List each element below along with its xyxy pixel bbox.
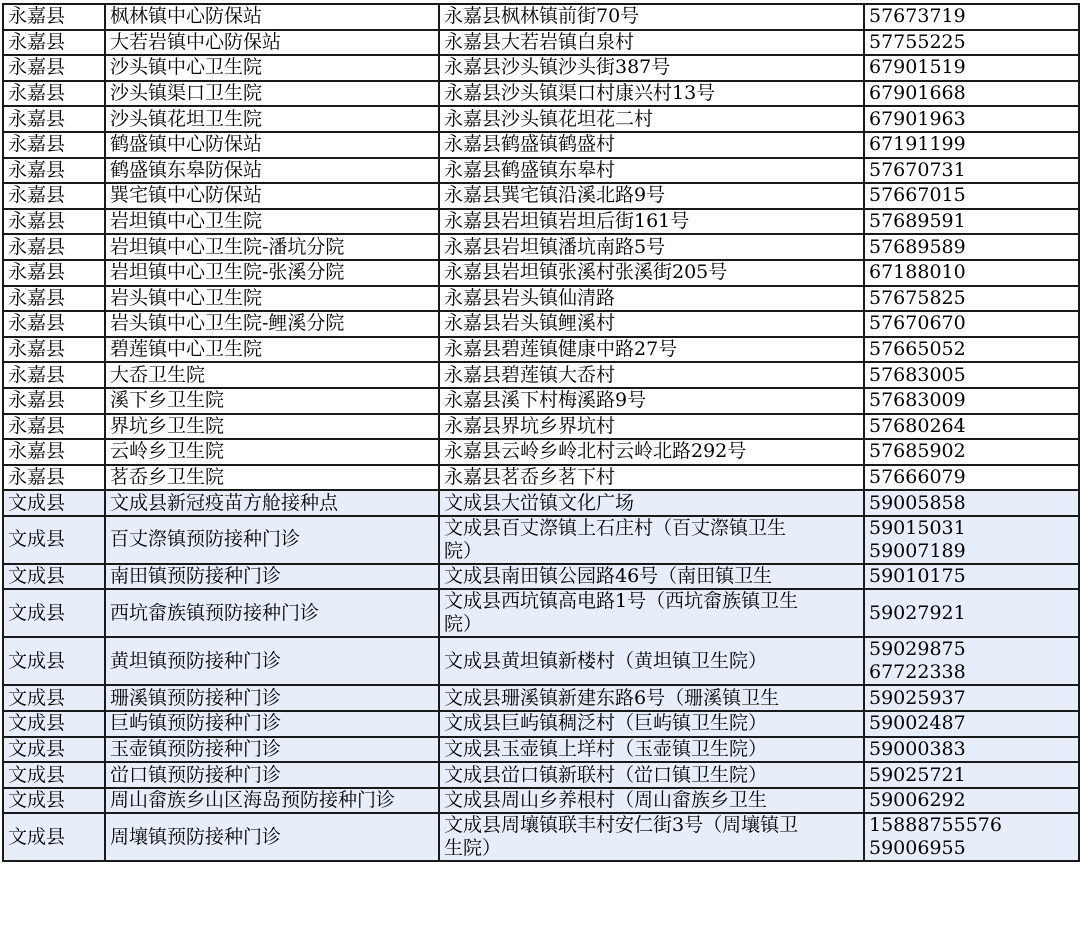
address-cell <box>439 813 864 861</box>
site-name-cell: 岩坦镇中心卫生院-潘坑分院 <box>105 234 439 260</box>
county-cell: 文成县 <box>3 589 105 637</box>
phone-cell <box>864 762 1079 788</box>
site-name-cell: 鹤盛镇中心防保站 <box>105 132 439 158</box>
phone-cell <box>864 737 1079 763</box>
county-cell: 永嘉县 <box>3 132 105 158</box>
county-cell: 文成县 <box>3 564 105 590</box>
county-cell: 永嘉县 <box>3 260 105 286</box>
address-cell <box>439 311 864 337</box>
phone-number: 59025937 <box>869 686 966 709</box>
phone-cell <box>864 490 1079 516</box>
county-cell: 永嘉县 <box>3 414 105 440</box>
phone-number: 57683005 <box>869 363 966 386</box>
phone-number: 67191199 <box>869 133 966 156</box>
phone-cell <box>864 465 1079 491</box>
county-cell: 永嘉县 <box>3 337 105 363</box>
county-cell: 永嘉县 <box>3 209 105 235</box>
phone-cell <box>864 81 1079 107</box>
phone-cell <box>864 183 1079 209</box>
phone-number: 59007189 <box>869 539 966 562</box>
phone-number: 59027921 <box>869 601 966 624</box>
table-row <box>3 564 1079 590</box>
table-row <box>3 81 1079 107</box>
county-cell: 文成县 <box>3 711 105 737</box>
county-cell: 永嘉县 <box>3 4 105 30</box>
phone-cell <box>864 362 1079 388</box>
county-cell: 文成县 <box>3 813 105 861</box>
address-line: 永嘉县沙头镇渠口村康兴村13号 <box>444 82 716 105</box>
county-cell: 永嘉县 <box>3 439 105 465</box>
phone-cell <box>864 234 1079 260</box>
site-name-cell: 巨屿镇预防接种门诊 <box>105 711 439 737</box>
address-line: 永嘉县沙头镇花坦花二村 <box>444 107 654 130</box>
table-row <box>3 589 1079 637</box>
county-cell: 永嘉县 <box>3 234 105 260</box>
phone-cell <box>864 414 1079 440</box>
address-cell <box>439 414 864 440</box>
address-cell <box>439 30 864 56</box>
address-line: 文成县巨屿镇稠泛村（巨屿镇卫生院） <box>444 712 768 735</box>
phone-number: 59015031 <box>869 516 966 539</box>
address-cell <box>439 337 864 363</box>
phone-number: 59002487 <box>869 712 966 735</box>
county-cell: 永嘉县 <box>3 362 105 388</box>
phone-cell <box>864 589 1079 637</box>
table-row <box>3 311 1079 337</box>
site-name-cell: 鹤盛镇东皋防保站 <box>105 158 439 184</box>
table-row <box>3 813 1079 861</box>
address-cell <box>439 589 864 637</box>
address-cell <box>439 637 864 685</box>
table-row <box>3 158 1079 184</box>
phone-cell <box>864 132 1079 158</box>
address-cell <box>439 234 864 260</box>
site-name-cell: 巽宅镇中心防保站 <box>105 183 439 209</box>
address-line: 永嘉县云岭乡岭北村云岭北路292号 <box>444 440 747 463</box>
address-line: 文成县玉壶镇上垟村（玉壶镇卫生院） <box>444 737 768 760</box>
county-cell: 永嘉县 <box>3 81 105 107</box>
address-cell <box>439 260 864 286</box>
table-row <box>3 762 1079 788</box>
address-line: 永嘉县岩坦镇岩坦后街161号 <box>444 210 690 233</box>
table-row <box>3 4 1079 30</box>
county-cell: 文成县 <box>3 637 105 685</box>
site-name-cell: 界坑乡卫生院 <box>105 414 439 440</box>
table-row <box>3 711 1079 737</box>
phone-number: 59006292 <box>869 789 966 812</box>
phone-cell <box>864 439 1079 465</box>
county-cell: 永嘉县 <box>3 311 105 337</box>
site-name-cell: 玉壶镇预防接种门诊 <box>105 737 439 763</box>
phone-number: 59010175 <box>869 565 966 588</box>
site-name-cell: 大若岩镇中心防保站 <box>105 30 439 56</box>
address-line: 永嘉县岩坦镇潘坑南路5号 <box>444 235 666 258</box>
county-cell: 永嘉县 <box>3 106 105 132</box>
phone-cell <box>864 260 1079 286</box>
address-cell <box>439 183 864 209</box>
table-row <box>3 132 1079 158</box>
address-line: 文成县黄坦镇新楼村（黄坦镇卫生院） <box>444 649 768 672</box>
county-cell: 文成县 <box>3 788 105 814</box>
phone-number: 59029875 <box>869 638 966 661</box>
phone-number: 67901668 <box>869 82 966 105</box>
site-name-cell: 枫林镇中心防保站 <box>105 4 439 30</box>
address-line: 永嘉县鹤盛镇东皋村 <box>444 158 616 181</box>
site-name-cell: 珊溪镇预防接种门诊 <box>105 685 439 711</box>
phone-number: 67901519 <box>869 56 966 79</box>
phone-number: 67722338 <box>869 661 966 684</box>
site-name-cell: 西坑畲族镇预防接种门诊 <box>105 589 439 637</box>
phone-number: 57666079 <box>869 465 966 488</box>
address-cell <box>439 490 864 516</box>
address-line: 文成县珊溪镇新建东路6号（珊溪镇卫生 <box>444 686 780 709</box>
phone-number: 57673719 <box>869 5 966 28</box>
address-line: 永嘉县碧莲镇健康中路27号 <box>444 338 678 361</box>
address-line: 院） <box>444 613 483 636</box>
address-cell <box>439 711 864 737</box>
address-line: 文成县百丈漈镇上石庄村（百丈漈镇卫生 <box>444 516 787 539</box>
address-line: 永嘉县岩坦镇张溪村张溪街205号 <box>444 261 728 284</box>
address-cell <box>439 158 864 184</box>
table-row <box>3 30 1079 56</box>
table-row <box>3 737 1079 763</box>
address-line: 文成县大峃镇文化广场 <box>444 491 635 514</box>
address-line: 永嘉县大若岩镇白泉村 <box>444 30 635 53</box>
county-cell: 文成县 <box>3 516 105 564</box>
phone-cell <box>864 637 1079 685</box>
phone-number: 67901963 <box>869 107 966 130</box>
phone-cell <box>864 564 1079 590</box>
site-name-cell: 文成县新冠疫苗方舱接种点 <box>105 490 439 516</box>
phone-number: 57670731 <box>869 158 966 181</box>
site-name-cell: 岩头镇中心卫生院-鲤溪分院 <box>105 311 439 337</box>
phone-number: 57683009 <box>869 389 966 412</box>
site-name-cell: 沙头镇中心卫生院 <box>105 55 439 81</box>
county-cell: 永嘉县 <box>3 30 105 56</box>
county-cell: 文成县 <box>3 737 105 763</box>
address-line: 文成县南田镇公园路46号（南田镇卫生 <box>444 565 773 588</box>
phone-cell <box>864 311 1079 337</box>
phone-cell <box>864 55 1079 81</box>
phone-number: 59025721 <box>869 763 966 786</box>
address-line: 永嘉县界坑乡界坑村 <box>444 414 616 437</box>
phone-cell <box>864 209 1079 235</box>
address-cell <box>439 564 864 590</box>
table-row <box>3 465 1079 491</box>
table-row <box>3 516 1079 564</box>
address-cell <box>439 286 864 312</box>
phone-number: 59006955 <box>869 837 966 860</box>
phone-number: 57685902 <box>869 440 966 463</box>
address-cell <box>439 209 864 235</box>
address-line: 永嘉县枫林镇前街70号 <box>444 5 640 28</box>
table-row <box>3 637 1079 685</box>
site-name-cell: 沙头镇花坦卫生院 <box>105 106 439 132</box>
county-cell: 文成县 <box>3 490 105 516</box>
address-line: 文成县周山乡养根村（周山畲族乡卫生 <box>444 789 768 812</box>
county-cell: 永嘉县 <box>3 286 105 312</box>
address-cell <box>439 4 864 30</box>
phone-number: 59005858 <box>869 491 966 514</box>
table-row <box>3 234 1079 260</box>
table-row <box>3 414 1079 440</box>
address-line: 永嘉县碧莲镇大岙村 <box>444 363 616 386</box>
phone-number: 59000383 <box>869 737 966 760</box>
phone-cell <box>864 516 1079 564</box>
address-cell <box>439 685 864 711</box>
county-cell: 永嘉县 <box>3 158 105 184</box>
phone-cell <box>864 286 1079 312</box>
address-cell <box>439 439 864 465</box>
table-row <box>3 337 1079 363</box>
address-cell <box>439 362 864 388</box>
phone-cell <box>864 30 1079 56</box>
site-name-cell: 周壤镇预防接种门诊 <box>105 813 439 861</box>
address-line: 院） <box>444 539 483 562</box>
address-line: 文成县峃口镇新联村（峃口镇卫生院） <box>444 763 768 786</box>
site-name-cell: 碧莲镇中心卫生院 <box>105 337 439 363</box>
county-cell: 永嘉县 <box>3 183 105 209</box>
site-name-cell: 沙头镇渠口卫生院 <box>105 81 439 107</box>
table-row <box>3 183 1079 209</box>
table-row <box>3 209 1079 235</box>
site-name-cell: 溪下乡卫生院 <box>105 388 439 414</box>
address-line: 永嘉县沙头镇沙头街387号 <box>444 56 671 79</box>
address-line: 永嘉县鹤盛镇鹤盛村 <box>444 133 616 156</box>
address-cell <box>439 737 864 763</box>
phone-cell <box>864 813 1079 861</box>
address-cell <box>439 81 864 107</box>
address-line: 永嘉县溪下村梅溪路9号 <box>444 389 647 412</box>
phone-cell <box>864 337 1079 363</box>
address-cell <box>439 465 864 491</box>
phone-cell <box>864 711 1079 737</box>
address-line: 永嘉县岩头镇鲤溪村 <box>444 312 616 335</box>
phone-number: 57665052 <box>869 338 966 361</box>
phone-cell <box>864 4 1079 30</box>
address-line: 永嘉县岩头镇仙清路 <box>444 286 616 309</box>
address-line: 文成县西坑镇高电路1号（西坑畲族镇卫生 <box>444 590 799 613</box>
address-cell <box>439 106 864 132</box>
site-name-cell: 大岙卫生院 <box>105 362 439 388</box>
site-name-cell: 岩坦镇中心卫生院-张溪分院 <box>105 260 439 286</box>
phone-number: 57680264 <box>869 414 966 437</box>
table-row <box>3 388 1079 414</box>
site-name-cell: 岩坦镇中心卫生院 <box>105 209 439 235</box>
address-cell <box>439 388 864 414</box>
address-cell <box>439 516 864 564</box>
table-row <box>3 439 1079 465</box>
site-name-cell: 周山畲族乡山区海岛预防接种门诊 <box>105 788 439 814</box>
table-row <box>3 362 1079 388</box>
table-row <box>3 55 1079 81</box>
site-name-cell: 百丈漈镇预防接种门诊 <box>105 516 439 564</box>
vaccination-sites-table <box>2 3 1080 862</box>
address-cell <box>439 788 864 814</box>
phone-number: 57755225 <box>869 30 966 53</box>
table-row <box>3 788 1079 814</box>
address-cell <box>439 132 864 158</box>
site-name-cell: 黄坦镇预防接种门诊 <box>105 637 439 685</box>
table-row <box>3 260 1079 286</box>
phone-cell <box>864 685 1079 711</box>
county-cell: 永嘉县 <box>3 388 105 414</box>
table-body <box>3 4 1079 861</box>
table-row <box>3 685 1079 711</box>
site-name-cell: 南田镇预防接种门诊 <box>105 564 439 590</box>
phone-number: 57675825 <box>869 286 966 309</box>
phone-cell <box>864 106 1079 132</box>
phone-number: 57689589 <box>869 235 966 258</box>
site-name-cell: 茗岙乡卫生院 <box>105 465 439 491</box>
phone-cell <box>864 388 1079 414</box>
site-name-cell: 云岭乡卫生院 <box>105 439 439 465</box>
county-cell: 永嘉县 <box>3 465 105 491</box>
phone-number: 57689591 <box>869 210 966 233</box>
address-line: 永嘉县茗岙乡茗下村 <box>444 465 616 488</box>
county-cell: 永嘉县 <box>3 55 105 81</box>
address-cell <box>439 55 864 81</box>
site-name-cell: 岩头镇中心卫生院 <box>105 286 439 312</box>
county-cell: 文成县 <box>3 762 105 788</box>
phone-number: 15888755576 <box>869 814 1002 837</box>
phone-cell <box>864 788 1079 814</box>
address-line: 生院） <box>444 837 502 860</box>
phone-number: 57667015 <box>869 184 966 207</box>
phone-cell <box>864 158 1079 184</box>
phone-number: 67188010 <box>869 261 966 284</box>
table-row <box>3 286 1079 312</box>
table-row <box>3 106 1079 132</box>
table-row <box>3 490 1079 516</box>
phone-number: 57670670 <box>869 312 966 335</box>
address-line: 文成县周壤镇联丰村安仁街3号（周壤镇卫 <box>444 814 799 837</box>
county-cell: 文成县 <box>3 685 105 711</box>
address-line: 永嘉县巽宅镇沿溪北路9号 <box>444 184 666 207</box>
address-cell <box>439 762 864 788</box>
site-name-cell: 峃口镇预防接种门诊 <box>105 762 439 788</box>
